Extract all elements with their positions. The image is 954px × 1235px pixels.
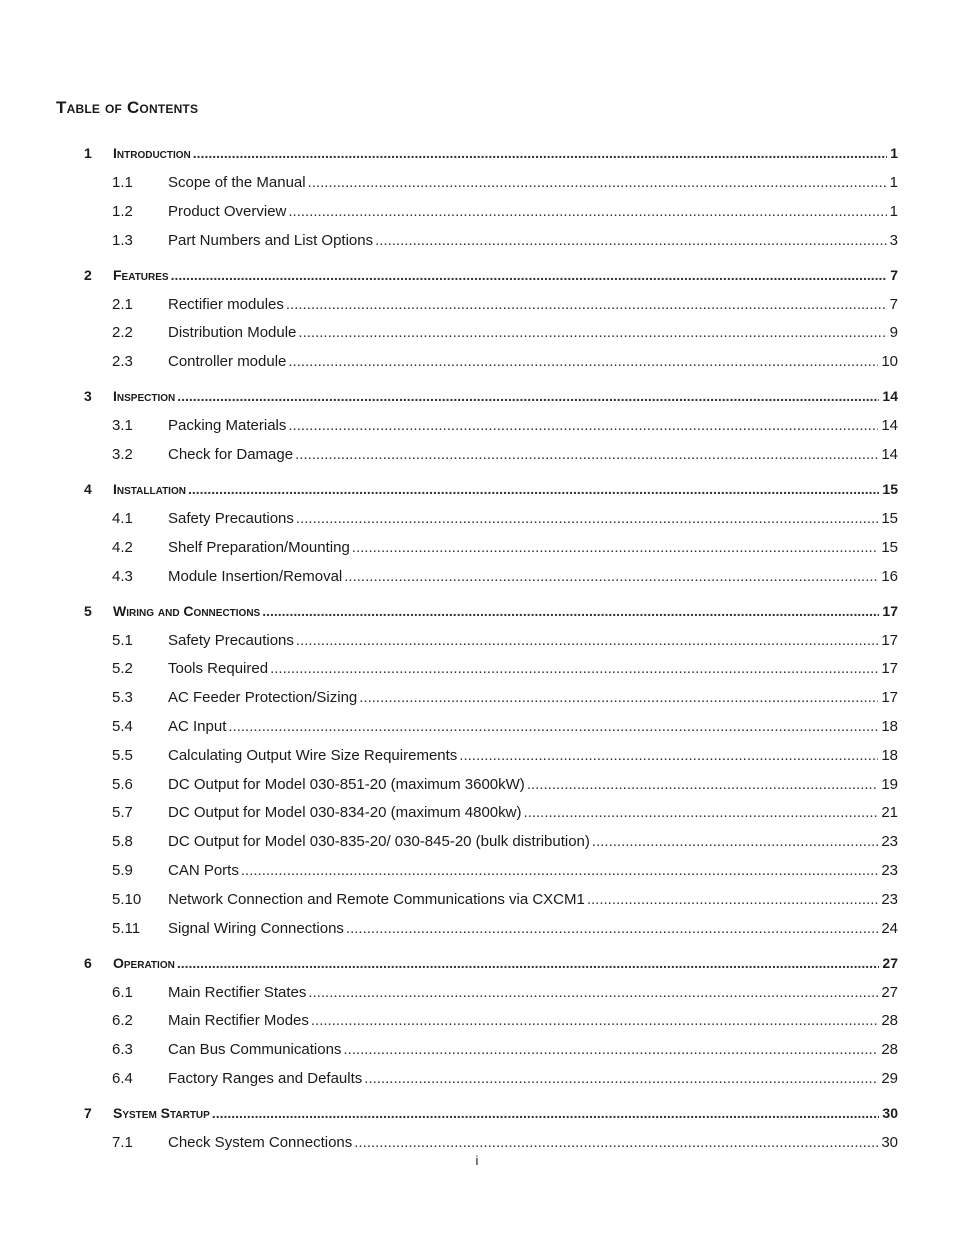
dot-leader [311, 1009, 878, 1033]
toc-entry-number: 2.3 [112, 353, 133, 370]
toc-entry-number: 5.4 [112, 718, 133, 735]
dot-leader [212, 1101, 880, 1125]
toc-entry-number: 1 [84, 145, 92, 161]
toc-entry-title: AC Input [168, 718, 227, 735]
toc-entry-title: System Startup [113, 1105, 210, 1121]
toc-entry-page: 14 [881, 417, 898, 434]
toc-section-entry[interactable] [0, 536, 954, 560]
dot-leader [177, 951, 880, 975]
toc-section-entry[interactable] [0, 1131, 954, 1155]
dot-leader [359, 686, 878, 710]
toc-section-entry[interactable] [0, 321, 954, 345]
toc-entry-page: 17 [882, 603, 898, 619]
toc-entry-number: 6.4 [112, 1070, 133, 1087]
toc-entry-title: Module Insertion/Removal [168, 568, 343, 585]
toc-section-entry[interactable] [0, 1038, 954, 1062]
dot-leader [262, 599, 879, 623]
toc-entry-number: 1.2 [112, 203, 133, 220]
toc-entry-leader [168, 629, 898, 653]
toc-entry-page: 24 [881, 920, 898, 937]
toc-entry-page: 27 [882, 955, 898, 971]
toc-entry-number: 1.1 [112, 174, 133, 191]
toc-entry-number: 5.6 [112, 776, 133, 793]
dot-leader [308, 171, 887, 195]
toc-entry-title: Check System Connections [168, 1134, 353, 1151]
toc-entry-page: 17 [881, 689, 898, 706]
toc-entry-leader [168, 859, 898, 883]
toc-entry-leader [168, 888, 898, 912]
toc-chapter-entry[interactable] [0, 1101, 954, 1125]
toc-section-entry[interactable] [0, 888, 954, 912]
toc-entry-number: 7.1 [112, 1134, 133, 1151]
toc-entry-leader [113, 141, 898, 165]
toc-entry-page: 23 [881, 862, 898, 879]
toc-entry-title: Part Numbers and List Options [168, 232, 374, 249]
toc-entry-page: 1 [889, 174, 898, 191]
toc-entry-title: Operation [113, 955, 175, 971]
toc-entry-page: 15 [881, 510, 898, 527]
toc-chapter-entry[interactable] [0, 263, 954, 287]
toc-entry-title: DC Output for Model 030-835-20/ 030-845-20 (bulk distribution) [168, 833, 590, 850]
toc-chapter-entry[interactable] [0, 477, 954, 501]
toc-entry-title: Introduction [113, 145, 191, 161]
dot-leader [288, 414, 878, 438]
toc-section-entry[interactable] [0, 171, 954, 195]
toc-entry-leader [168, 350, 898, 374]
toc-entry-leader [168, 507, 898, 531]
toc-entry-leader [113, 951, 898, 975]
toc-section-entry[interactable] [0, 414, 954, 438]
toc-entry-number: 1.3 [112, 232, 133, 249]
toc-entry-page: 18 [881, 747, 898, 764]
toc-entry-number: 5.9 [112, 862, 133, 879]
toc-entry-page: 1 [889, 203, 898, 220]
toc-entry-page: 10 [881, 353, 898, 370]
toc-entry-title: DC Output for Model 030-851-20 (maximum 3600kW) [168, 776, 525, 793]
toc-section-entry[interactable] [0, 293, 954, 317]
toc-entry-page: 21 [881, 804, 898, 821]
toc-section-entry[interactable] [0, 1067, 954, 1091]
toc-entry-title: Scope of the Manual [168, 174, 306, 191]
toc-entry-page: 14 [881, 446, 898, 463]
dot-leader [587, 888, 878, 912]
dot-leader [177, 384, 879, 408]
toc-entry-number: 2.2 [112, 324, 133, 341]
dot-leader [295, 443, 878, 467]
dot-leader [523, 801, 878, 825]
toc-entry-page: 23 [881, 833, 898, 850]
toc-entry-title: Can Bus Communications [168, 1041, 342, 1058]
dot-leader [270, 657, 878, 681]
toc-section-entry[interactable] [0, 715, 954, 739]
toc-entry-leader [113, 384, 898, 408]
toc-entry-page: 15 [881, 539, 898, 556]
toc-entry-number: 4.2 [112, 539, 133, 556]
toc-entry-page: 18 [881, 718, 898, 735]
toc-entry-title: Main Rectifier States [168, 984, 307, 1001]
page-title: Table of Contents [56, 98, 199, 117]
dot-leader [459, 744, 878, 768]
toc-entry-page: 7 [890, 267, 898, 283]
toc-entry-leader [168, 744, 898, 768]
toc-entry-leader [113, 477, 898, 501]
toc-entry-title: DC Output for Model 030-834-20 (maximum 4800kw) [168, 804, 522, 821]
toc-entry-title: Shelf Preparation/Mounting [168, 539, 350, 556]
toc-entry-leader [113, 263, 898, 287]
toc-section-entry[interactable] [0, 801, 954, 825]
toc-entry-number: 3.2 [112, 446, 133, 463]
toc-entry-page: 17 [881, 632, 898, 649]
dot-leader [527, 773, 879, 797]
toc-entry-leader [168, 917, 898, 941]
dot-leader [346, 917, 878, 941]
toc-entry-page: 9 [889, 324, 898, 341]
toc-entry-title: Check for Damage [168, 446, 294, 463]
toc-section-entry[interactable] [0, 229, 954, 253]
toc-entry-page: 29 [881, 1070, 898, 1087]
toc-entry-number: 6 [84, 955, 92, 971]
dot-leader [296, 507, 878, 531]
toc-entry-number: 5.5 [112, 747, 133, 764]
dot-leader [228, 715, 878, 739]
dot-leader [343, 1038, 878, 1062]
toc-entry-page: 17 [881, 660, 898, 677]
toc-section-entry[interactable] [0, 443, 954, 467]
toc-entry-number: 5.7 [112, 804, 133, 821]
toc-entry-title: Wiring and Connections [113, 603, 261, 619]
toc-section-entry[interactable] [0, 981, 954, 1005]
toc-entry-leader [168, 414, 898, 438]
toc-entry-page: 7 [889, 296, 898, 313]
toc-chapter-entry[interactable] [0, 384, 954, 408]
toc-entry-leader [168, 715, 898, 739]
toc-entry-leader [168, 981, 898, 1005]
toc-entry-title: Inspection [113, 388, 176, 404]
toc-entry-title: Signal Wiring Connections [168, 920, 344, 937]
toc-entry-number: 5.8 [112, 833, 133, 850]
toc-entry-leader [168, 293, 898, 317]
dot-leader [354, 1131, 878, 1155]
toc-entry-page: 19 [881, 776, 898, 793]
toc-section-entry[interactable] [0, 830, 954, 854]
dot-leader [308, 981, 878, 1005]
toc-entry-leader [168, 443, 898, 467]
dot-leader [344, 565, 878, 589]
dot-leader [592, 830, 878, 854]
toc-chapter-entry[interactable] [0, 599, 954, 623]
toc-entry-leader [168, 801, 898, 825]
toc-entry-leader [113, 1101, 898, 1125]
toc-entry-number: 6.1 [112, 984, 133, 1001]
toc-entry-title: Calculating Output Wire Size Requirements [168, 747, 458, 764]
toc-entry-number: 2 [84, 267, 92, 283]
toc-entry-title: Safety Precautions [168, 632, 294, 649]
toc-entry-title: AC Feeder Protection/Sizing [168, 689, 358, 706]
toc-entry-leader [168, 830, 898, 854]
toc-section-entry[interactable] [0, 629, 954, 653]
toc-entry-title: CAN Ports [168, 862, 239, 879]
toc-section-entry[interactable] [0, 773, 954, 797]
toc-entry-number: 4.1 [112, 510, 133, 527]
toc-section-entry[interactable] [0, 657, 954, 681]
dot-leader [375, 229, 887, 253]
toc-entry-number: 6.3 [112, 1041, 133, 1058]
toc-entry-number: 5.2 [112, 660, 133, 677]
toc-entry-number: 5.10 [112, 891, 142, 908]
toc-entry-page: 16 [881, 568, 898, 585]
toc-entry-leader [168, 1067, 898, 1091]
toc-section-entry[interactable] [0, 744, 954, 768]
toc-entry-title: Rectifier modules [168, 296, 284, 313]
toc-entry-number: 5.11 [112, 920, 141, 937]
toc-entry-leader [168, 1131, 898, 1155]
toc-chapter-entry[interactable] [0, 951, 954, 975]
toc-entry-number: 4 [84, 481, 92, 497]
toc-entry-title: Controller module [168, 353, 287, 370]
dot-leader [298, 321, 886, 345]
dot-leader [288, 350, 878, 374]
toc-entry-title: Factory Ranges and Defaults [168, 1070, 363, 1087]
toc-entry-number: 3.1 [112, 417, 133, 434]
toc-chapter-entry[interactable] [0, 141, 954, 165]
dot-leader [288, 200, 886, 224]
dot-leader [171, 263, 888, 287]
toc-section-entry[interactable] [0, 917, 954, 941]
toc-entry-number: 4.3 [112, 568, 133, 585]
toc-entry-leader [168, 773, 898, 797]
toc-entry-leader [168, 321, 898, 345]
toc-entry-title: Installation [113, 481, 186, 497]
toc-entry-leader [168, 1038, 898, 1062]
toc-entry-number: 3 [84, 388, 92, 404]
dot-leader [352, 536, 879, 560]
toc-section-entry[interactable] [0, 507, 954, 531]
toc-entry-title: Tools Required [168, 660, 269, 677]
toc-section-entry[interactable] [0, 565, 954, 589]
toc-entry-number: 6.2 [112, 1012, 133, 1029]
toc-section-entry[interactable] [0, 1009, 954, 1033]
toc-entry-leader [113, 599, 898, 623]
dot-leader [241, 859, 878, 883]
toc-entry-leader [168, 565, 898, 589]
toc-entry-page: 14 [882, 388, 898, 404]
toc-entry-page: 15 [882, 481, 898, 497]
toc-section-entry[interactable] [0, 686, 954, 710]
toc-entry-number: 5.3 [112, 689, 133, 706]
toc-entry-leader [168, 686, 898, 710]
toc-entry-number: 5 [84, 603, 92, 619]
toc-entry-page: 28 [881, 1041, 898, 1058]
toc-entry-leader [168, 536, 898, 560]
toc-entry-title: Safety Precautions [168, 510, 294, 527]
toc-entry-title: Distribution Module [168, 324, 297, 341]
toc-entry-title: Network Connection and Remote Communications via CXCM1 [168, 891, 585, 908]
toc-entry-leader [168, 1009, 898, 1033]
toc-entry-number: 7 [84, 1105, 92, 1121]
toc-entry-page: 23 [881, 891, 898, 908]
toc-entry-page: 30 [881, 1134, 898, 1151]
toc-section-entry[interactable] [0, 350, 954, 374]
dot-leader [188, 477, 879, 501]
toc-entry-leader [168, 171, 898, 195]
toc-entry-number: 2.1 [112, 296, 133, 313]
toc-section-entry[interactable] [0, 200, 954, 224]
toc-entry-title: Packing Materials [168, 417, 287, 434]
toc-entry-page: 27 [881, 984, 898, 1001]
toc-entry-leader [168, 229, 898, 253]
toc-entry-leader [168, 657, 898, 681]
toc-entry-title: Main Rectifier Modes [168, 1012, 309, 1029]
toc-section-entry[interactable] [0, 859, 954, 883]
toc-entry-leader [168, 200, 898, 224]
dot-leader [286, 293, 887, 317]
toc-entry-title: Features [113, 267, 169, 283]
toc-entry-page: 30 [882, 1105, 898, 1121]
dot-leader [364, 1067, 878, 1091]
toc-entry-page: 28 [881, 1012, 898, 1029]
toc-entry-title: Product Overview [168, 203, 287, 220]
dot-leader [296, 629, 878, 653]
toc-entry-page: 3 [889, 232, 898, 249]
page-number: i [475, 1153, 479, 1168]
toc-entry-number: 5.1 [112, 632, 133, 649]
dot-leader [193, 141, 887, 165]
toc-entry-page: 1 [890, 145, 898, 161]
